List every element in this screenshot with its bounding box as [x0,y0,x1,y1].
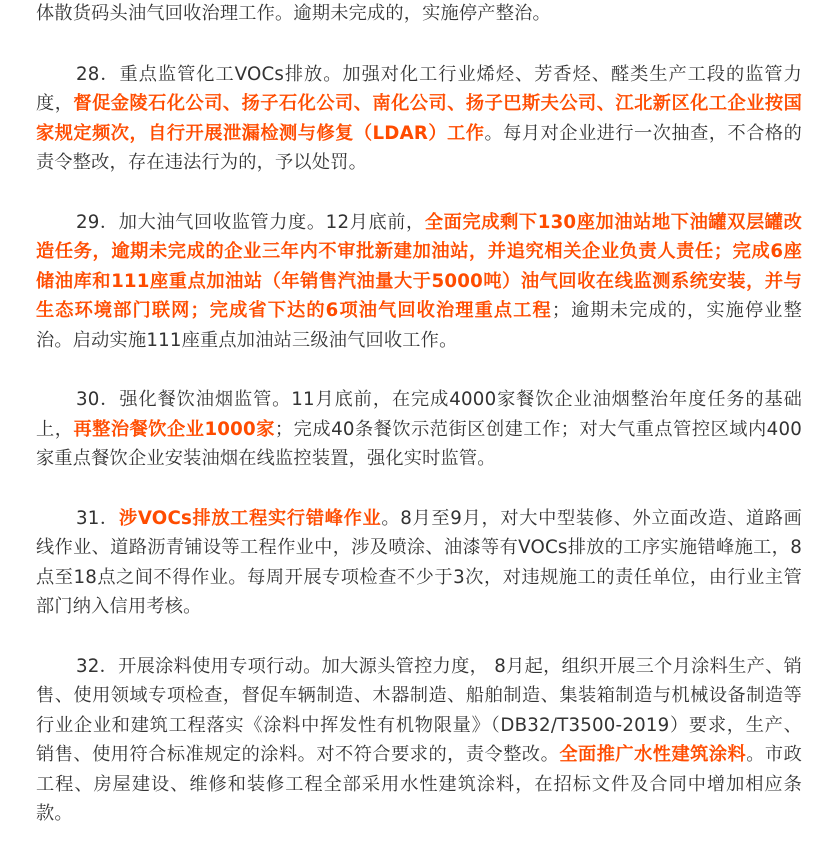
paragraph-gap [36,178,802,208]
text-segment: 。每月对企业进行一次抽查，不合格的责令整改，存在违法行为的，予以处罚。 [36,122,802,173]
paragraph-gap [36,622,802,652]
highlighted-text: 涉VOCs排放工程实行错峰作业 [118,507,382,529]
highlighted-text: 督促金陵石化公司、扬子石化公司、南化公司、扬子巴斯夫公司、江北新区化工企业按国家规定频次，自行开展泄漏检测与修复（LDAR）工作 [36,93,802,144]
paragraph-gap [36,355,802,385]
text-segment: 体散货码头油气回收治理工作。逾期未完成的，实施停产整治。 [36,3,551,24]
text-segment: 32．开展涂料使用专项行动。加大源头管控力度， 8月起，组织开展三个月涂料生产、销售、使用领域专项检查，督促车辆制造、木器制造、船舶制造、集装箱制造与机械设备制造等行业企业和建筑工程落实《涂料中挥发性有机物限量》（DB32/T3500-2019）要求，生产、销售、使用符合标准规定的涂料。对不符合要求的，责令整改。 [36,655,802,765]
paragraph-30 [36,385,802,474]
text-segment: 29．加大油气回收监管力度。12月底前， [76,211,425,233]
text-segment: 。8月至9月，对大中型装修、外立面改造、道路画线作业、道路沥青铺设等工程作业中，涉及喷涂、油漆等有VOCs排放的工序实施错峰施工，8点至18点之间不得作业。每周开展专项检查不少于3次，对违规施工的责任单位，由行业主管部门纳入信用考核。 [36,507,803,617]
text-segment: 28．重点监管化工VOCs排放。加强对化工行业烯烃、芳香烃、醛类生产工段的监管力度， [36,63,802,114]
paragraph-27-tail [36,0,802,29]
text-segment: 30．强化餐饮油烟监管。11月底前，在完成4000家餐饮企业油烟整治年度任务的基础上， [36,389,802,440]
text-segment: 。市政工程、房屋建设、维修和装修工程全部采用水性建筑涂料，在招标文件及合同中增加相应条款。 [36,744,802,824]
paragraph-29 [36,208,802,356]
text-segment: 31． [76,507,119,529]
text-segment: ；完成40条餐饮示范街区创建工作；对大气重点管控区域内400家重点餐饮企业安装油烟在线监控装置，强化实时监管。 [36,418,802,469]
highlighted-text: 全面推广水性建筑涂料 [559,744,747,765]
paragraph-31 [36,504,802,622]
paragraph-32 [36,652,802,829]
highlighted-text: 全面完成剩下130座加油站地下油罐双层罐改造任务，逾期未完成的企业三年内不审批新建加油站，并追究相关企业负责人责任；完成6座储油库和111座重点加油站（年销售汽油量大于5000吨）油气回收在线监测系统安装，并与生态环境部门联网；完成省下达的6项油气回收治理重点工程 [36,211,802,321]
article-body [36,0,802,829]
paragraph-gap [36,29,802,60]
paragraph-28 [36,60,802,178]
text-segment: ；逾期未完成的，实施停业整治。启动实施111座重点加油站三级油气回收工作。 [36,300,802,351]
paragraph-gap [36,474,802,504]
highlighted-text: 再整治餐饮企业1000家 [73,418,275,440]
